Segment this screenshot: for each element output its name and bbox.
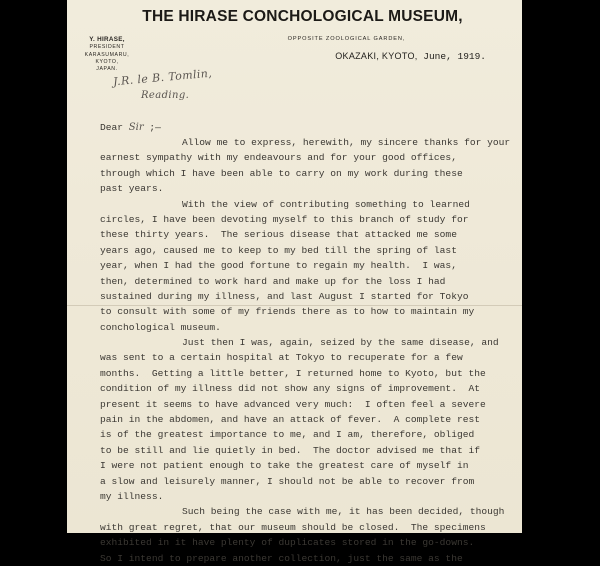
sender-role: PRESIDENT (89, 44, 125, 51)
text-line: was sent to a certain hospital at Tokyo to recuperate for a few (100, 352, 463, 364)
letterhead-subtitle: OPPOSITE ZOOLOGICAL GARDEN, (287, 36, 406, 42)
text-line: through which I have been able to carry on my work during these (100, 167, 463, 179)
paragraph (100, 504, 520, 566)
text-line: circles, I have been devoting myself to this branch of study for (100, 213, 469, 225)
text-line: is of the greatest importance to me, and I am, therefore, obliged (100, 429, 475, 441)
paragraph (100, 135, 520, 197)
text-line: exhibited in it have plenty of duplicates stored in the go-downs. (100, 537, 475, 549)
letter-page (67, 0, 522, 564)
text-line: past years. (100, 183, 164, 195)
text-line: with great regret, that our museum should be closed. The specimens (100, 521, 486, 533)
sender-address-line: KARASUMARU, (84, 51, 130, 58)
paragraph (100, 335, 520, 504)
text-line: Just then I was, again, seized by the same disease, and (182, 337, 499, 349)
text-line: to consult with some of my friends there as to how to maintain my (100, 306, 475, 318)
text-line: a slow and leisurely manner, I should not be able to recover from (100, 475, 475, 487)
text-line: Such being the case with me, it has been decided, though (182, 506, 505, 518)
recipient-name-handwritten: J.R. le B. Tomlin, (112, 66, 213, 89)
sender-name-line (71, 36, 143, 52)
text-line: years ago, caused me to keep to my bed till the spring of last (100, 244, 457, 256)
text-line: year, when I had the good fortune to regain my health. I was, (100, 260, 457, 272)
letter-body (100, 135, 520, 566)
salutation-prefix: Dear (100, 122, 129, 133)
salutation-suffix: ;— (143, 122, 161, 133)
recipient-city-handwritten: Reading. (141, 90, 190, 101)
salutation (100, 120, 520, 135)
letterhead-title: THE HIRASE CONCHOLOGICAL MUSEUM, (142, 8, 463, 25)
dateline (335, 51, 486, 62)
paragraph (100, 197, 520, 336)
dateline-date: June, 1919. (423, 51, 486, 62)
text-line: pain in the abdomen, and have an attack of fever. A complete rest (100, 414, 480, 426)
text-line: With the view of contributing something to learned (182, 198, 470, 210)
text-line: earnest sympathy with my endeavours and for your good offices, (100, 152, 457, 164)
text-line: condition of my illness did not show any signs of improvement. At (100, 383, 480, 395)
sender-address-line: JAPAN. (96, 66, 118, 73)
text-line: my illness. (100, 490, 164, 502)
text-line: then, determined to work hard and make up for the loss I had (100, 275, 446, 287)
sender-address-line: KYOTO, (95, 58, 119, 65)
text-line: sustained during my illness, and last August I started for Tokyo (100, 290, 469, 302)
text-line: present it seems to have advanced very much: I often feel a severe (100, 398, 486, 410)
salutation-handwritten-word: Sir (128, 122, 144, 133)
text-line: to be still and lie quietly in bed. The doctor advised me that if (100, 444, 480, 456)
dateline-place: OKAZAKI, KYOTO, (335, 51, 418, 61)
text-line: months. Getting a little better, I returned home to Kyoto, but the (100, 367, 486, 379)
text-line: these thirty years. The serious disease that attacked me some (100, 229, 457, 241)
text-line: So I intend to prepare another collection, just the same as the (100, 552, 463, 564)
sender-block (71, 36, 143, 73)
text-line: I were not patient enough to take the greatest care of myself in (100, 460, 469, 472)
text-line: Allow me to express, herewith, my sincere thanks for your (182, 137, 511, 148)
sender-name: Y. HIRASE, (89, 36, 125, 43)
text-line: conchological museum. (100, 321, 221, 333)
